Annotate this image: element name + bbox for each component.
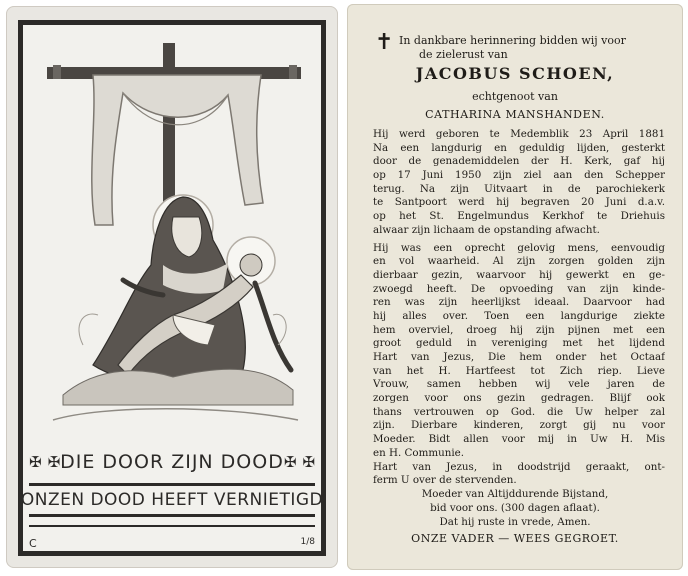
text-line: hem overviel, droeg hij zijn pijnen met een	[373, 323, 665, 336]
text-line: van het H. Hartfeest tot Zich riep. Lieve	[373, 364, 665, 377]
text-line: groot geduld in vereniging met het lijdend	[373, 337, 665, 350]
image-frame	[18, 20, 326, 556]
text-line: ferm U over de stervenden.	[373, 474, 517, 487]
cross-pair-icon-right: ✠ ✠	[283, 453, 315, 471]
intro-line-2: de zielerust van	[419, 48, 508, 61]
motto-box-bottom	[20, 483, 324, 517]
text-line: ren was zijn heerlijkst ideaal. Daarvoor had	[373, 296, 665, 309]
text-line: terug. Na zijn Uitvaart in de parochiekerk	[373, 182, 665, 195]
text-line: op 17 Juni 1950 zijn ziel aan den Schepper	[373, 169, 665, 182]
text-line: zijn. Dierbare kinderen, zorgt gij nu voor	[373, 419, 665, 432]
publisher-mark: C	[29, 537, 37, 550]
text-line: Hart van Jezus, Die hem onder het Octaaf	[373, 351, 665, 363]
spouse-name: CATHARINA MANSHANDEN.	[425, 108, 605, 121]
cross-pair-icon-left: ✠ ✠	[29, 453, 61, 471]
bottom-divider	[29, 525, 315, 527]
motto-row-top	[23, 449, 321, 475]
text-line: op het St. Engelmundus Kerkhof te Driehuis	[373, 210, 665, 223]
prayer-card-back	[347, 4, 683, 570]
spouse-prefix: echtgenoot van	[472, 90, 558, 103]
motto-line-2: ONZEN DOOD HEEFT VERNIETIGD	[20, 490, 324, 510]
prayer-line: bid voor ons. (300 dagen aflaat).	[430, 502, 600, 514]
indulgence-prayer	[347, 487, 683, 529]
text-line: Hij was een oprecht gelovig mens, eenvoudig	[373, 241, 665, 254]
deceased-name: JACOBUS SCHOEN,	[415, 64, 615, 83]
motto-line-1: DIE DOOR ZIJN DOOD	[60, 451, 284, 473]
text-line: Moeder. Bidt allen voor mij in Uw H. Mis	[373, 433, 665, 446]
pieta-under-cross-icon	[23, 25, 321, 435]
text-line: thans vertrouwen op God. die Uw helper zal	[373, 405, 665, 418]
latin-cross-icon: ✝	[375, 30, 394, 55]
card-number: 1/8	[300, 537, 315, 547]
text-line: en H. Communie.	[373, 446, 465, 459]
biography-text	[373, 128, 665, 488]
text-line: Hart van Jezus, in doodstrijd geraakt, ont-	[373, 460, 665, 473]
text-line: hij alles over. Toen een langdurige ziekte	[373, 309, 665, 322]
closing-prayers: ONZE VADER — WEES GEGROET.	[411, 532, 619, 545]
text-line: te Santpoort werd hij begraven 20 Juni d.a.v.	[373, 196, 665, 209]
text-line: Na een langdurig en geduldig lijden, gesterkt	[373, 141, 665, 154]
text-line: dierbaar gezin, waarvoor hij gewerkt en ge-	[373, 268, 665, 281]
prayer-card-front	[6, 6, 338, 568]
text-line: Vrouw, samen hebben wij vele jaren de	[373, 378, 665, 391]
intro-line-1: In dankbare herinnering bidden wij voor	[399, 34, 626, 47]
text-line: Hij werd geboren te Medemblik 23 April 1881	[373, 128, 665, 140]
prayer-line: Dat hij ruste in vrede, Amen.	[439, 516, 591, 528]
prayer-line: Moeder van Altijddurende Bijstand,	[421, 488, 609, 500]
text-line: zwoegd heeft. De opvoeding van zijn kinde-	[373, 282, 665, 295]
text-line: alwaar zijn lichaam de opstanding afwacht.	[373, 223, 600, 236]
intro-text	[399, 34, 681, 62]
text-line: en vol waarheid. Al zijn zorgen golden zijn	[373, 255, 665, 268]
text-line: door de genademiddelen der H. Kerk, gaf hij	[373, 155, 665, 168]
text-line: zorgen voor ons gezin gedragen. Blijf ook	[373, 392, 665, 405]
